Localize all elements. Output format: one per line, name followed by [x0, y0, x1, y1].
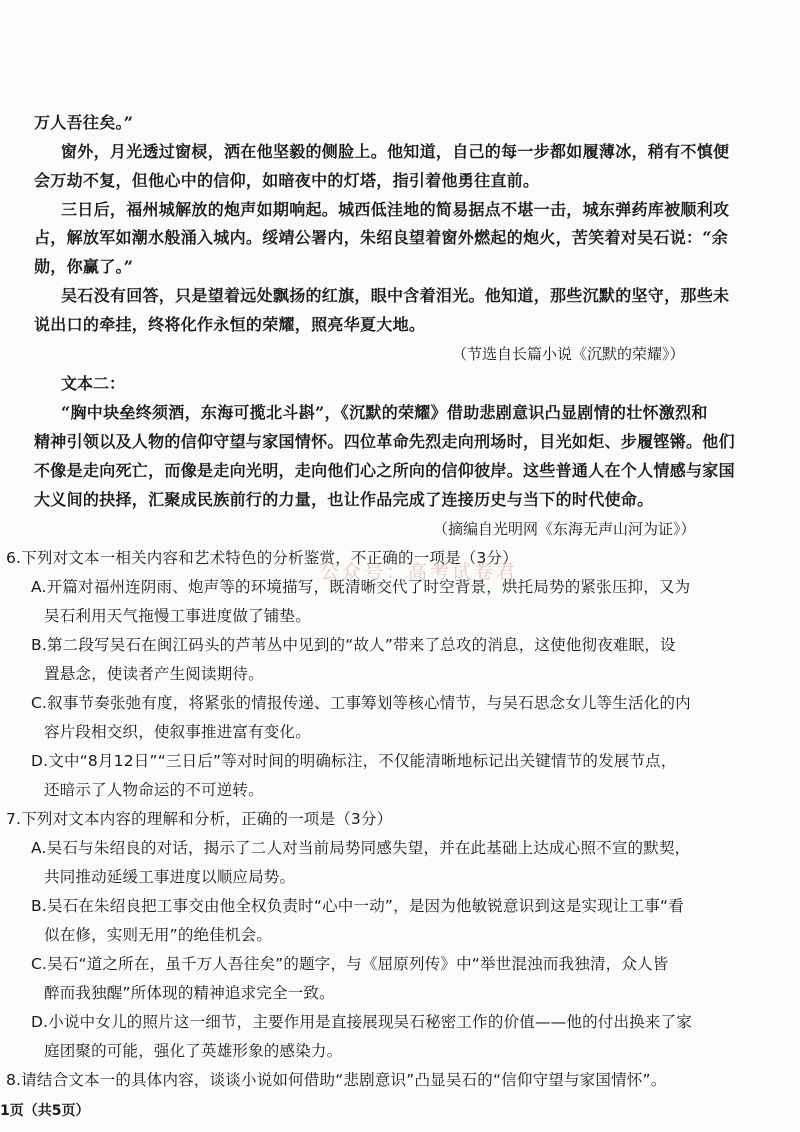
page-footer: 1页（共5页） — [0, 1103, 90, 1119]
option-line: C.吴石“道之所在，虽千万人吾往矣”的题字，与《屈原列传》中“举世混浊而我独清，众人皆 — [31, 955, 669, 973]
story-line: 说出口的牵挂，终将化作永恒的荣耀，照亮华夏大地。 — [34, 315, 426, 334]
option-line: D.文中“8月12日”“三日后”等对时间的明确标注，不仅能清晰地标记出关键情节的发展节点， — [31, 752, 677, 770]
story-line: 万人吾往矣。” — [34, 113, 134, 132]
option-line: 醉而我独醒”所体现的精神追求完全一致。 — [44, 984, 335, 1002]
option-line: B.第二段写吴石在闽江码头的芦苇丛中见到的“故人”带来了总攻的消息，这使他彻夜难眠，设 — [31, 636, 676, 654]
source-citation: （摘编自光明网《东海无声山河为证》） — [433, 520, 696, 538]
option-line: A.开篇对福州连阴雨、炮声等的环境描写，既清晰交代了时空背景，烘托局势的紧张压抑，又为 — [31, 578, 691, 596]
option-line: 似在修，实则无用”的绝佳机会。 — [44, 926, 273, 944]
option-line: 庭团聚的可能，强化了英雄形象的感染力。 — [44, 1042, 343, 1060]
essay-line: 不像是走向死亡，而像是走向光明，走向他们心之所向的信仰彼岸。这些普通人在个人情感与家国 — [34, 461, 735, 480]
source-citation: （节选自长篇小说《沉默的荣耀》） — [452, 345, 685, 363]
option-line: C.叙事节奏张弛有度，将紧张的情报传递、工事筹划等核心情节，与吴石思念女儿等生活化的内 — [31, 694, 691, 712]
watermark-text: 公众号：高考试卷君 — [320, 561, 519, 583]
option-line: 共同推动延缓工事进度以顺应局势。 — [44, 868, 296, 886]
question-stem: 7.下列对文本内容的理解和分析，正确的一项是（3分） — [6, 810, 393, 828]
story-line: 会万劫不复，但他心中的信仰，如暗夜中的灯塔，指引着他勇往直前。 — [34, 171, 540, 190]
option-line: 还暗示了人物命运的不可逆转。 — [44, 781, 264, 799]
question-stem: 8.请结合文本一的具体内容，谈谈小说如何借助“悲剧意识”凸显吴石的“信仰守望与家国情怀”。 — [6, 1071, 667, 1089]
story-line: 三日后，福州城解放的炮声如期响起。城西低洼地的简易据点不堪一击，城东弹药库被顺利攻 — [61, 200, 730, 219]
question-stem: 6.下列对文本一相关内容和艺术特色的分析鉴赏，不正确的一项是（3分） — [6, 549, 518, 567]
story-line: 吴石没有回答，只是望着远处飘扬的红旗，眼中含着泪光。他知道，那些沉默的坚守，那些未 — [61, 286, 730, 305]
option-line: A.吴石与朱绍良的对话，揭示了二人对当前局势同感失望，并在此基础上达成心照不宣的默契， — [31, 839, 691, 857]
story-line: 窗外，月光透过窗棂，洒在他坚毅的侧脸上。他知道，自己的每一步都如履薄冰，稍有不慎便 — [61, 142, 730, 161]
option-line: 吴石利用天气拖慢工事进度做了铺垫。 — [44, 607, 311, 625]
story-line: 占，解放军如潮水般涌入城内。绥靖公署内，朱绍良望着窗外燃起的炮火，苦笑着对吴石说：“余 — [34, 228, 729, 247]
essay-line: 精神引领以及人物的信仰守望与家国情怀。四位革命先烈走向刑场时，目光如炬、步履铿锵。他们 — [34, 432, 735, 451]
section-heading: 文本二： — [61, 374, 126, 393]
essay-line: 大义间的抉择，汇聚成民族前行的力量，也让作品完成了连接历史与当下的时代使命。 — [34, 490, 654, 509]
essay-line: “胸中块垒终须酒，东海可揽北斗斟”，《沉默的荣耀》借助悲剧意识凸显剧情的壮怀激烈和 — [61, 403, 708, 422]
option-line: 置悬念，使读者产生阅读期待。 — [44, 665, 264, 683]
option-line: 容片段相交织，使叙事推进富有变化。 — [44, 723, 311, 741]
story-line: 勋，你赢了。” — [34, 257, 134, 276]
option-line: D.小说中女儿的照片这一细节，主要作用是直接展现吴石秘密工作的价值——他的付出换来了家 — [31, 1013, 692, 1031]
option-line: B.吴石在朱绍良把工事交由他全权负责时“心中一动”，是因为他敏锐意识到这是实现让工事“看 — [31, 897, 684, 915]
